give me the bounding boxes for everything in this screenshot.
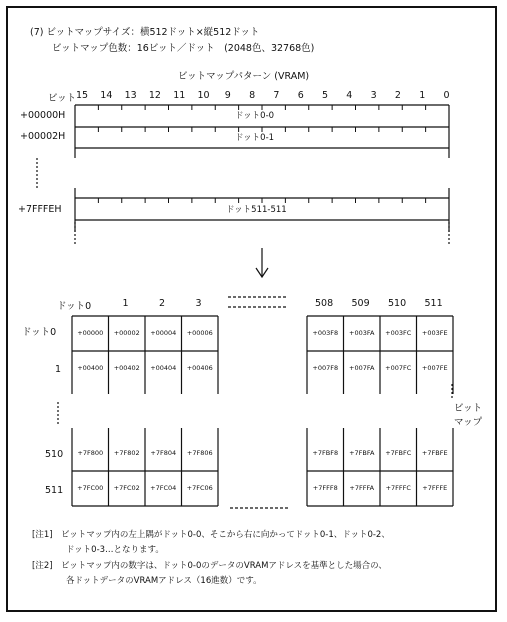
address-cell: +00404 — [150, 363, 177, 372]
bit-number: 13 — [124, 90, 137, 101]
side-label-map: マップ — [454, 417, 483, 428]
address-label-1: +00002H — [20, 131, 66, 142]
address-cell: +003F8 — [312, 328, 339, 337]
vram-row-text-1: ドット0-1 — [235, 133, 275, 143]
note-1-line-2: ドット0-3…となります。 — [66, 545, 164, 555]
address-cell: +007FA — [349, 363, 375, 372]
grid-dot-label: ドット0 — [57, 301, 92, 312]
bit-number: 15 — [76, 90, 89, 101]
row-header-0: ドット0 — [22, 327, 57, 338]
address-cell: +007FC — [385, 363, 412, 372]
address-cell: +7FC04 — [150, 483, 177, 492]
address-cell: +7F806 — [186, 448, 213, 457]
address-cell: +7FFFE — [422, 483, 448, 492]
heading-line-1: (7) ビットマップサイズ：横512ドット×縦512ドット — [30, 27, 260, 38]
address-cell: +003FC — [385, 328, 412, 337]
bit-number: 12 — [148, 90, 161, 101]
bit-number: 2 — [394, 90, 401, 101]
bit-number: 4 — [346, 90, 353, 101]
address-cell: +003FE — [421, 328, 448, 337]
bit-number: 7 — [273, 90, 280, 101]
bit-number: 0 — [443, 90, 450, 101]
note-2-line-1: [注2] ビットマップ内の数字は、ドット0-0のデータのVRAMアドレスを基準とした場合の、 — [32, 561, 387, 571]
address-cell: +7FC06 — [186, 483, 213, 492]
address-cell: +00004 — [150, 328, 177, 337]
address-cell: +00002 — [113, 328, 140, 337]
address-label-2: +7FFFEH — [18, 204, 62, 215]
column-header: 510 — [388, 298, 407, 309]
vram-title: ビットマップパターン (VRAM) — [178, 71, 310, 82]
bit-label: ビット — [48, 93, 77, 104]
address-cell: +7FBFA — [349, 448, 375, 457]
address-cell: +00000 — [77, 328, 104, 337]
side-label-bit: ビット — [454, 403, 483, 414]
address-cell: +00406 — [186, 363, 213, 372]
bit-number: 10 — [197, 90, 210, 101]
bit-number: 6 — [297, 90, 304, 101]
address-cell: +7FC00 — [77, 483, 104, 492]
address-cell: +7F802 — [113, 448, 140, 457]
column-header: 3 — [195, 298, 202, 309]
address-cell: +00006 — [186, 328, 213, 337]
bit-number: 1 — [419, 90, 426, 101]
address-cell: +7FBFE — [421, 448, 448, 457]
address-cell: +007FE — [421, 363, 448, 372]
address-cell: +7F804 — [150, 448, 177, 457]
address-cell: +7F800 — [77, 448, 104, 457]
column-header: 2 — [159, 298, 166, 309]
row-header-511: 511 — [45, 485, 64, 496]
address-cell: +003FA — [349, 328, 375, 337]
address-cell: +7FFF8 — [312, 483, 338, 492]
column-header: 1 — [122, 298, 129, 309]
row-header-1: 1 — [55, 364, 62, 375]
address-cell: +00400 — [77, 363, 104, 372]
note-1-line-1: [注1] ビットマップ内の左上隅がドット0-0、そこから右に向かってドット0-1、ドット0-2、 — [32, 530, 390, 540]
address-cell: +7FFFA — [349, 483, 375, 492]
vram-row-text-2: ドット511-511 — [226, 205, 287, 215]
bit-number: 11 — [173, 90, 186, 101]
column-header: 508 — [315, 298, 334, 309]
row-header-510: 510 — [45, 449, 64, 460]
column-header: 509 — [351, 298, 370, 309]
address-cell: +007F8 — [312, 363, 339, 372]
address-label-0: +00000H — [20, 110, 66, 121]
bit-number: 5 — [322, 90, 329, 101]
address-cell: +7FBF8 — [312, 448, 339, 457]
heading-line-2: ビットマップ色数：16ビット／ドット (2048色、32768色) — [52, 43, 315, 54]
column-header: 511 — [424, 298, 443, 309]
address-cell: +7FC02 — [113, 483, 140, 492]
bit-number: 9 — [224, 90, 231, 101]
bit-number: 3 — [370, 90, 377, 101]
address-cell: +00402 — [113, 363, 140, 372]
note-2-line-2: 各ドットデータのVRAMアドレス（16進数）です。 — [66, 576, 262, 586]
bit-number: 14 — [100, 90, 113, 101]
address-cell: +7FBFC — [385, 448, 412, 457]
address-cell: +7FFFC — [385, 483, 411, 492]
bit-number: 8 — [249, 90, 256, 101]
vram-row-text-0: ドット0-0 — [235, 111, 275, 121]
